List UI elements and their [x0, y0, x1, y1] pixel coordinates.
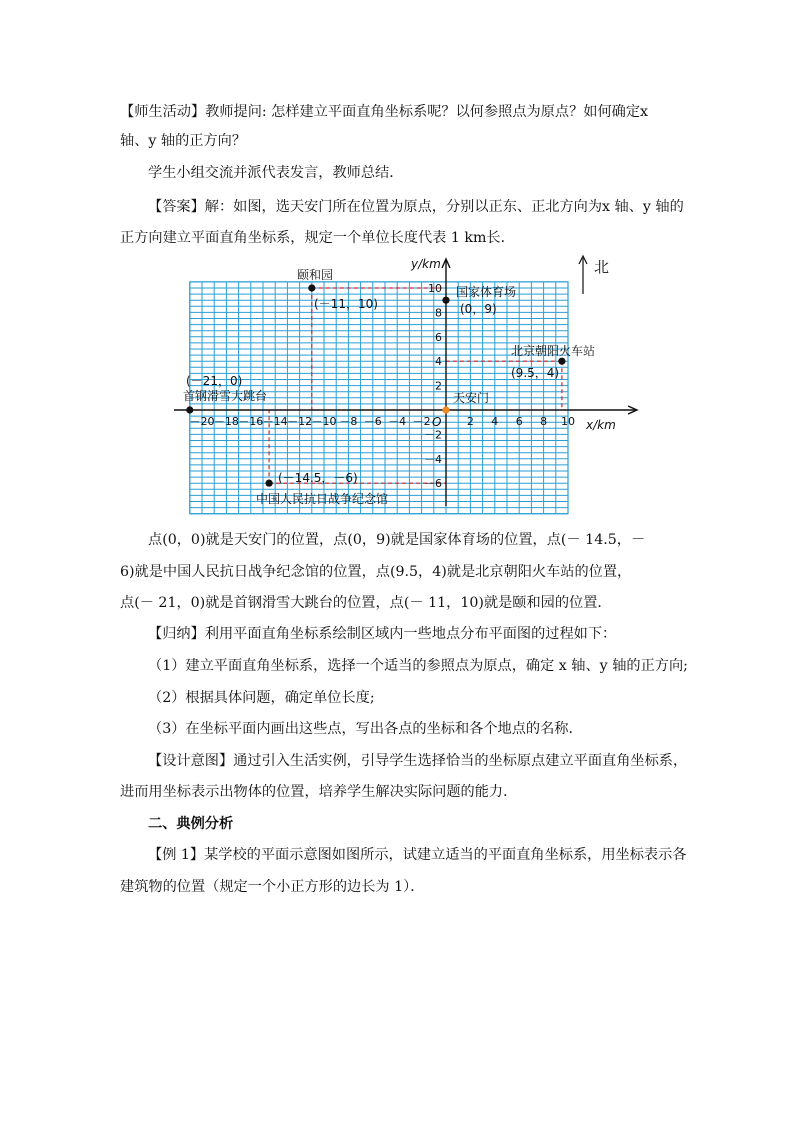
x-tick-label: －12 [287, 415, 313, 428]
north-label: 北 [594, 258, 610, 276]
x-tick-label: －6 [363, 415, 382, 428]
x-tick-label: －18 [213, 415, 239, 428]
map-point [266, 480, 273, 487]
x-tick-label: －10 [311, 415, 337, 428]
y-tick-label: 2 [435, 379, 442, 393]
x-tick-label: 4 [491, 415, 499, 428]
design-intent-line-2: 进而用坐标表示出物体的位置，培养学生解决实际问题的能力． [120, 784, 518, 800]
x-tick-label: －20 [189, 415, 215, 428]
section-heading-examples: 二、典例分析 [148, 816, 234, 832]
example-1-line-1: 【例 1】某学校的平面示意图如图所示，试建立适当的平面直角坐标系，用坐标表示各 [148, 847, 687, 863]
point-name-tiananmen: 天安门 [453, 391, 490, 405]
student-discussion-line: 学生小组交流并派代表发言，教师总结． [148, 165, 404, 181]
y-tick-label: 10 [428, 282, 442, 295]
point-name-memorial-hall: 中国人民抗日战争纪念馆 [256, 492, 389, 506]
answer-line-2: 正方向建立平面直角坐标系，规定一个单位长度代表 1 km长． [120, 230, 515, 246]
points-explanation-line-3: 点(－ 21，0)就是首钢滑雪大跳台的位置，点(－ 11，10)就是颐和园的位置． [120, 595, 612, 611]
x-axis-label: x/km [586, 418, 616, 432]
example-1-line-2: 建筑物的位置（规定一个小正方形的边长为 1）． [120, 879, 425, 895]
y-tick-label: 8 [435, 306, 442, 320]
point-coord-national-stadium: (0，9) [460, 302, 497, 316]
point-coord-ski-jump: (－21，0) [186, 374, 243, 388]
y-tick-label: 6 [435, 330, 442, 344]
summary-step-2: （2）根据具体问题，确定单位长度; [148, 690, 375, 706]
map-point [442, 406, 449, 413]
points-explanation-line-2: 6)就是中国人民抗日战争纪念馆的位置，点(9.5，4)就是北京朝阳火车站的位置， [120, 564, 632, 580]
y-tick-label: －6 [424, 477, 442, 491]
summary-step-3: （3）在坐标平面内画出这些点，写出各点的坐标和各个地点的名称． [148, 721, 583, 737]
teacher-activity-line-2: 轴、y 轴的正方向？ [120, 133, 247, 149]
x-tick-label: －14 [262, 415, 288, 428]
points-explanation-line-1: 点(0，0)就是天安门的位置，点(0，9)就是国家体育场的位置，点(－ 14.5，－ [148, 532, 646, 548]
answer-line-1: 【答案】解：如图，选天安门所在位置为原点，分别以正东、正北方向为x 轴、y 轴的 [148, 199, 684, 215]
y-tick-label: －4 [424, 452, 442, 466]
map-point [442, 297, 449, 304]
x-tick-label: －4 [388, 415, 407, 428]
point-coord-summer-palace: (－11，10) [314, 297, 378, 311]
x-tick-label: －16 [238, 415, 264, 428]
coordinate-map-figure [170, 254, 650, 516]
point-coord-memorial-hall: (－14.5，－6) [278, 471, 358, 485]
summary-step-1: （1）建立平面直角坐标系，选择一个适当的参照点为原点，确定 x 轴、y 轴的正方向; [148, 658, 688, 674]
x-tick-label: 2 [466, 415, 474, 428]
design-intent-line-1: 【设计意图】通过引入生活实例，引导学生选择恰当的坐标原点建立平面直角坐标系， [148, 753, 688, 769]
y-axis-label: y/km [411, 257, 441, 271]
y-tick-label: 4 [435, 355, 442, 369]
point-name-chaoyang-station: 北京朝阳火车站 [511, 344, 596, 358]
point-coord-chaoyang-station: (9.5，4) [511, 366, 560, 380]
map-point [186, 406, 193, 413]
north-arrow [579, 256, 587, 294]
map-point [308, 284, 315, 291]
point-name-summer-palace: 颐和园 [297, 268, 334, 282]
y-tick-label: －2 [424, 428, 442, 442]
x-tick-label: 6 [515, 415, 523, 428]
x-tick-label: 10 [561, 415, 575, 428]
x-tick-label: －8 [339, 415, 358, 428]
teacher-activity-line-1: 【师生活动】教师提问: 怎样建立平面直角坐标系呢？以何参照点为原点？如何确定x [120, 104, 649, 120]
summary-heading: 【归纳】利用平面直角坐标系绘制区域内一些地点分布平面图的过程如下： [148, 626, 617, 642]
origin-label: O [432, 415, 442, 429]
point-name-ski-jump: 首钢滑雪大跳台 [183, 389, 268, 403]
map-point [558, 358, 565, 365]
x-tick-label: 8 [540, 415, 548, 428]
point-name-national-stadium: 国家体育场 [456, 285, 517, 299]
x-tick-label: －2 [412, 415, 431, 428]
